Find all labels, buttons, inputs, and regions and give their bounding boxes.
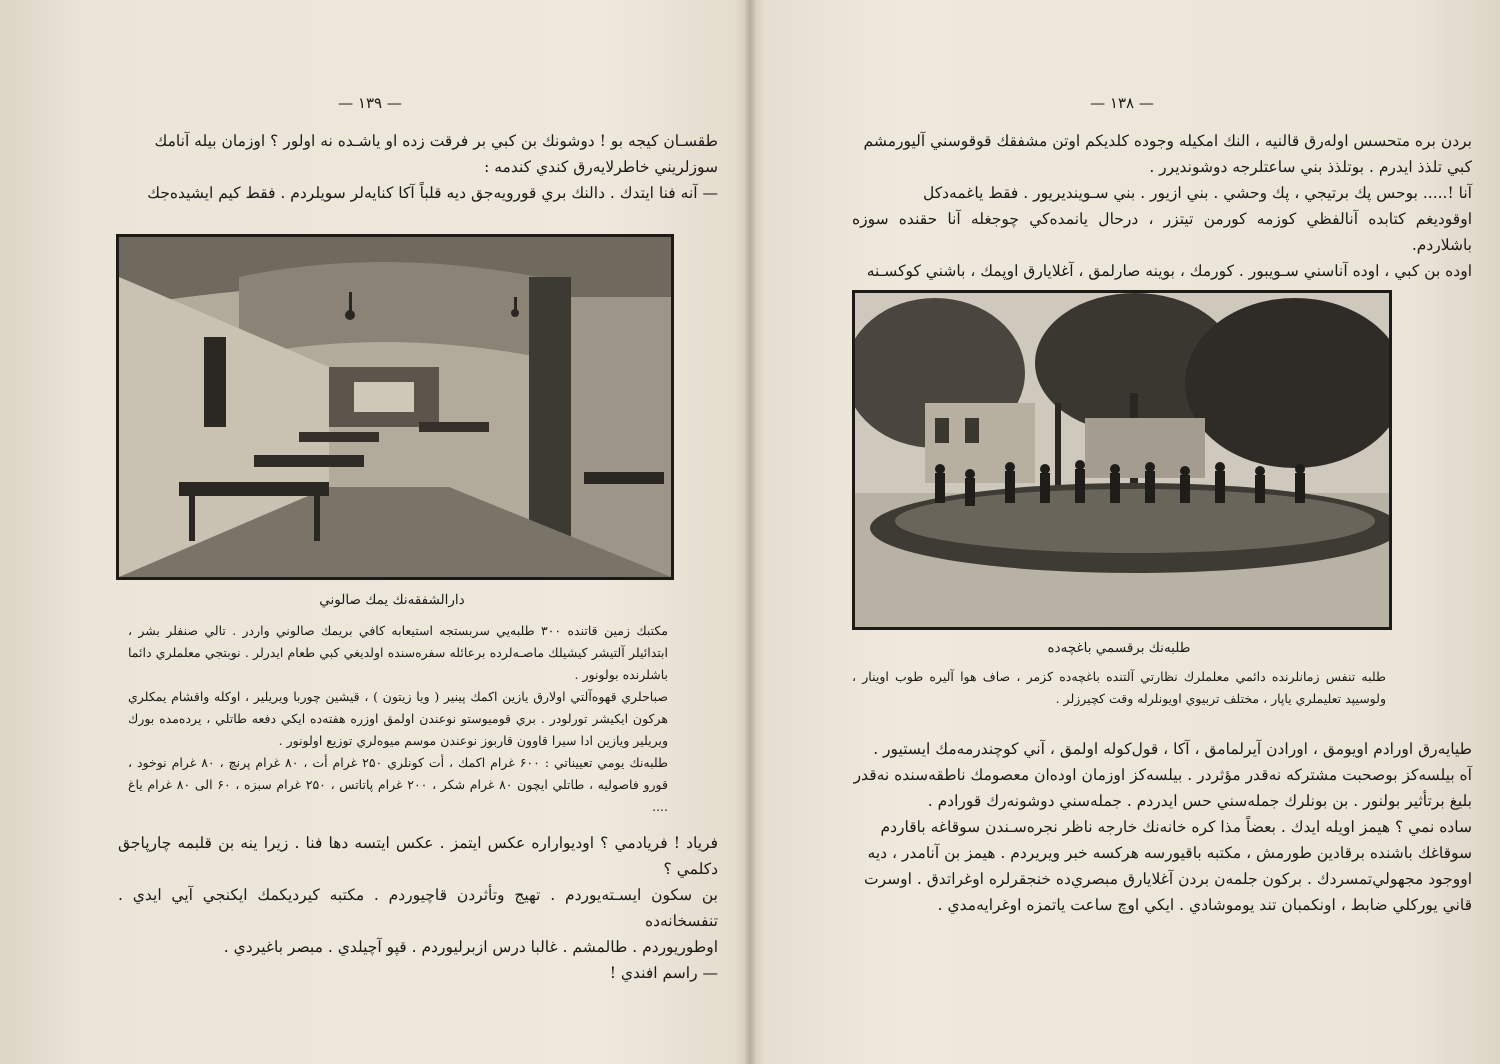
text-line: — راسم افندي ! (609, 964, 718, 982)
text-line: اووجود مجهولي‌تمسردك . بركون جلمه‌ن بردن آغلايارق مبصري‌ده خنجقرلره اوغراتدق . اوسرت (864, 870, 1472, 888)
garden-illustration (855, 293, 1389, 627)
text-line: طيايه‌رق اورادم اويومق ، اورادن آيرلمامق ، آكا ، قول‌كوله اولمق ، آني كوچندرمه‌مك ايستيور . (873, 740, 1472, 758)
text-line: طقسـان كيجه بو ! دوشونك بن كبي بر فرقت زده او ياشـده نه اولور ؟ اوزمان بيله آنامك (154, 132, 718, 150)
text-line: قاني يوركلي ضابط ، اونكمبان تند يوموشادي . ايكي اوچ ساعت ياتمزه اوغرايه‌مدي . (937, 896, 1472, 914)
text-line: آه بيلسه‌كز بوصحبت مشتركه نه‌قدر مؤثردر . بيلسه‌كز اوزمان اوده‌ان معصومك ناطقه‌سنده نه‌قدر (853, 766, 1472, 784)
text-line: اوده بن كبي ، اوده آناسني سـويبور . كورمك ، بوينه صارلمق ، آغلايارق اوپمك ، باشني كوكسـنه (866, 262, 1472, 280)
text-line: سوقاغك باشنده برقادين طورمش ، مكتبه باقيورسه هركسه خبر ويريردم . هيمز بن آنامدر ، ديه (867, 844, 1472, 862)
top-text (852, 128, 1472, 284)
dining-hall-photo (116, 234, 674, 580)
text-line: اوقوديغم كتابده آنالفظي كوزمه كورمن تيتزر ، درحال يانمده‌كي چوجغله آنا حقنده سوزه باشلاردم. (852, 210, 1472, 254)
text-line: بن سكون ايسـته‌يوردم . تهيج وتأثردن قاچيوردم . مكتبه كيرديكمك ايكنجي آيي ايدي . تنفسخانه‌ده (118, 886, 718, 930)
text-line: اوطوريوردم . طالمشم . غالبا درس ازبرليوردم . قپو آچيلدي . مبصر باغيردي . (223, 938, 718, 956)
caption-notes (852, 666, 1386, 710)
bottom-text (852, 736, 1472, 918)
note-paragraph: طلبه‌نك يومي تعييناتي : ۶۰۰ غرام اكمك ، أت كونلري ۲۵۰ غرام أت ، ۸۰ غرام پرنچ ، ۸۰ غرام نوخود ، قورو فاصوليه ، طاتلي ايچون ۸۰ غرام شكر ، ۲۰۰ غرام پاتاتس ، ۲۵۰ غرام سبزه ، ۶۰ الى ۸۰ غرام ياغ .... (128, 755, 668, 814)
top-text (118, 128, 718, 206)
text-line: ساده نمي ؟ هيمز اويله ايدك . بعضاً مذا كره خانه‌نك خارجه ناظر نجره‌سـندن سوقاغه باقاردم (880, 818, 1472, 836)
left-page (0, 0, 748, 1064)
caption-notes (128, 620, 668, 818)
text-line: بردن بره متحسس اوله‌رق قالنيه ، النك امكيله وجوده كلديكم اوتن مشفقك قوقوسني آليورمشم (863, 132, 1472, 150)
text-line: — آنه فنا ايتدك . دالنك بري قورويه‌جق ديه قلباً آكا كنايه‌لر سويلردم . فقط كيم ايشيده‌جك (147, 184, 718, 202)
text-line: كبي تلذذ ايدرم . بوتلذذ بني ساعتلرجه دوشونديرر . (1149, 158, 1472, 176)
note-paragraph: صباحلري قهوه‌آلتي اولارق يازين اكمك پينير ( ويا زيتون ) ، قيشين چوربا ويريلير ، اوكله واقشام يمكلري هركون ايكيشر تورلودر . بري قوميوستو نوعندن اولمق اوزره هفته‌ده ايكي دفعه طاتلي ، يرده‌مده بورك ويريلير ويازين ادا سيرا قاوون قاربوز نوعندن موسم ميوه‌لري توزيع اولونور . (128, 689, 668, 748)
photo-caption: دارالشفقه‌نك يمك صالوني (319, 592, 465, 608)
dining-hall-illustration (119, 237, 671, 577)
text-line: آنا !..... بوحس پك برتيجي ، پك وحشي . بني ازيور . بني سـوينديريور . فقط ياغمه‌دكل (923, 184, 1472, 202)
text-line: سوزلريني خاطرلايه‌رق كندي كندمه : (484, 158, 718, 176)
text-line: فرياد ! فريادمي ؟ اوديواراره عكس ايتمز . عكس ايتسه دها فنا . زيرا ينه بن قلبمه چارپاجق دكلمي ؟ (118, 834, 718, 878)
note-paragraph: مكتبك زمين قاتنده ۳۰۰ طلبه‌يي سربستجه استيعابه كافي بريمك صالوني واردر . تالي صنفلر بشر ، ابتدائيلر آلتيشر كيشيلك ماصـه‌لرده برعائله سفره‌سنده اولديغي كبي طعام ايدرلر . نوبتجي معلملري دائما باشلرنده بولونور . (128, 623, 669, 682)
bottom-text (118, 830, 718, 986)
text-line: بليغ برتأثير بولنور . بن بونلرك جمله‌سني حس ايدردم . جمله‌سني دوشونه‌رك قورادم . (927, 792, 1472, 810)
page-number: — ۱۳۸ — (1090, 94, 1154, 112)
right-page (752, 0, 1500, 1064)
page-number: — ۱۳۹ — (338, 94, 402, 112)
note-paragraph: طلبه تنفس زمانلرنده دائمي معلملرك نظارتي آلتنده باغچه‌ده كزمر ، صاف هوا آليره طوب اوينار ، ولوسيپد تعليملري ياپار ، مختلف تربيوي اويونلرله وقت كچيرزلر . (852, 669, 1386, 706)
photo-caption: طلبه‌نك برقسمي باغچه‌ده (1047, 640, 1191, 656)
garden-photo (852, 290, 1392, 630)
